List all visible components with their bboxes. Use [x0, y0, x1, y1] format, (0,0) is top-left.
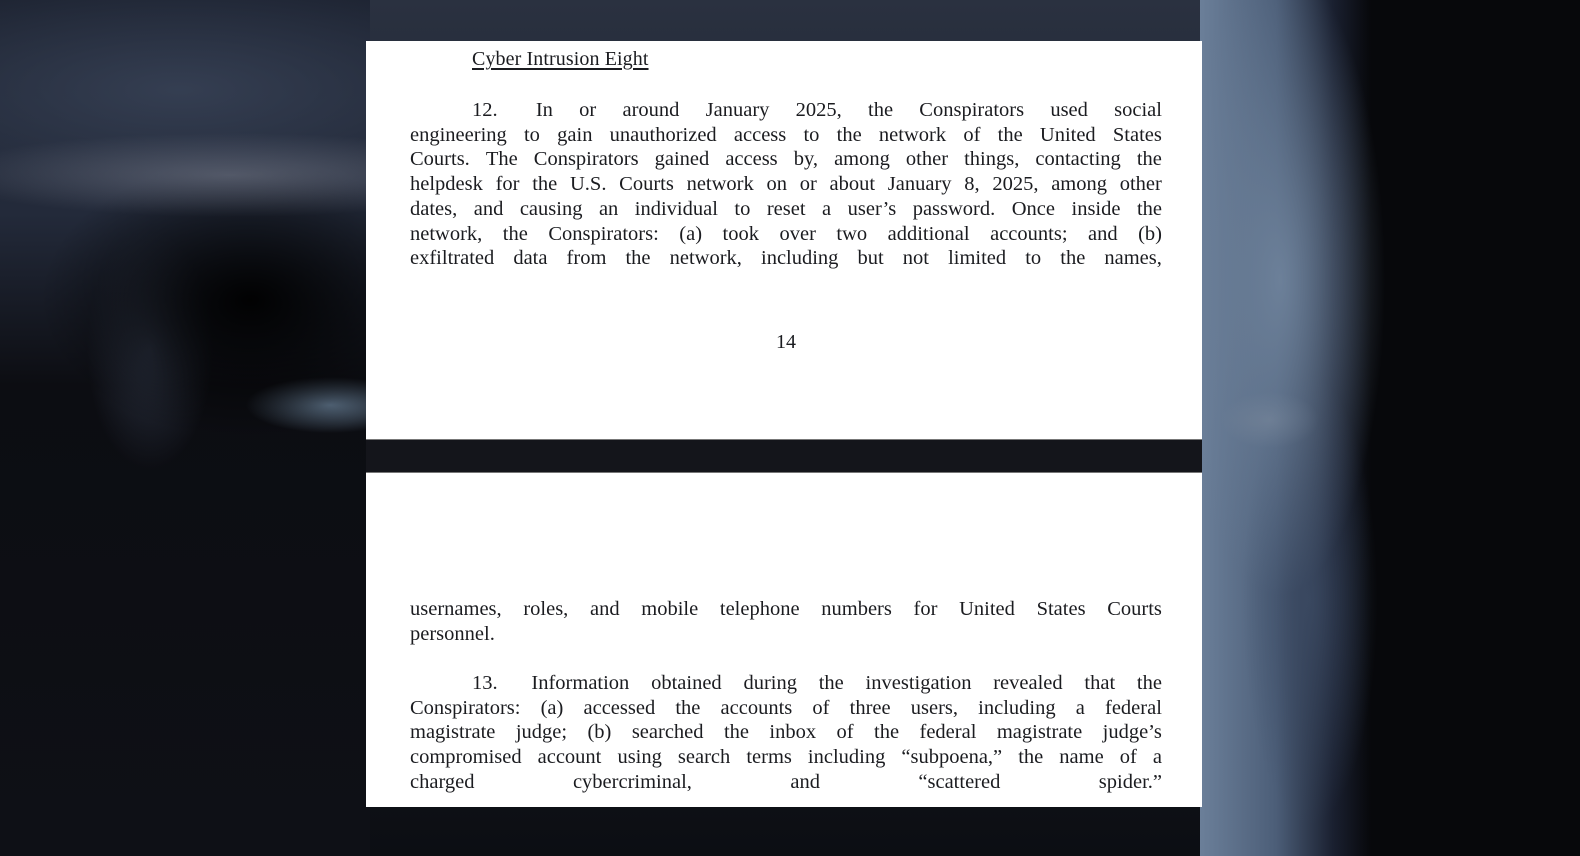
- page-number: 14: [776, 331, 796, 353]
- word: access: [725, 148, 778, 171]
- word: (b): [587, 721, 612, 744]
- paragraph-13: [410, 671, 1162, 795]
- word: used: [1050, 99, 1088, 121]
- word: terms: [746, 746, 792, 769]
- word: 2025,: [795, 99, 842, 121]
- word: mobile: [641, 598, 699, 620]
- word: additional: [887, 222, 970, 245]
- word: but: [857, 247, 884, 270]
- word: numbers: [821, 598, 892, 620]
- word: or: [579, 99, 597, 121]
- word: U.S.: [569, 173, 607, 196]
- document-page-14: [366, 41, 1202, 439]
- word: password.: [912, 197, 996, 220]
- word: network: [686, 173, 754, 196]
- word: searched: [631, 721, 704, 744]
- paragraph-line: [410, 597, 1162, 622]
- word: the: [997, 123, 1023, 146]
- word: inbox: [769, 721, 817, 744]
- word: usernames,: [410, 598, 502, 620]
- paragraph-line: [410, 172, 1162, 197]
- word: by,: [793, 148, 819, 171]
- word: Conspirators:: [410, 696, 521, 719]
- word: to: [523, 123, 540, 146]
- word: Courts: [1107, 598, 1162, 620]
- word: and: [1088, 222, 1118, 245]
- word: the: [836, 123, 862, 146]
- paragraph-line: [410, 222, 1162, 247]
- word: and: [473, 197, 504, 220]
- word: accessed: [583, 696, 656, 719]
- word: revealed: [993, 672, 1063, 694]
- word: on: [766, 173, 787, 196]
- word: dates,: [410, 197, 458, 220]
- word: exfiltrated: [410, 247, 495, 270]
- word: limited: [948, 247, 1007, 270]
- word: including: [807, 746, 886, 769]
- word: a: [822, 197, 832, 220]
- word: magistrate: [410, 721, 496, 744]
- word: other: [905, 148, 949, 171]
- word: search: [677, 746, 731, 769]
- word: gain: [557, 123, 593, 146]
- word: January: [887, 173, 952, 196]
- word: among: [1051, 173, 1107, 196]
- word: from: [566, 247, 607, 270]
- word: to: [1025, 247, 1042, 270]
- word: around: [622, 99, 680, 121]
- paragraph-line: personnel.: [410, 622, 495, 645]
- word: three: [849, 696, 891, 719]
- word: a: [1152, 746, 1162, 769]
- word: magistrate: [996, 721, 1083, 744]
- word: telephone: [719, 598, 800, 620]
- paragraph-line: [410, 720, 1162, 745]
- word: Conspirators:: [548, 222, 659, 245]
- word: Courts: [619, 173, 674, 196]
- word: obtained: [651, 672, 722, 694]
- word: The: [485, 148, 518, 171]
- word: access: [733, 123, 787, 146]
- word: Information: [531, 672, 630, 694]
- word: during: [743, 672, 797, 694]
- paragraph-line: [410, 98, 1162, 123]
- paragraph-12-continuation: [410, 597, 1162, 646]
- word: contacting: [1035, 148, 1121, 171]
- word: helpdesk: [410, 173, 483, 196]
- word: Courts.: [410, 148, 470, 171]
- word: Once: [1011, 197, 1056, 220]
- paragraph-number: 13.: [472, 672, 498, 694]
- paragraph-line: [410, 123, 1162, 148]
- word: (b): [1138, 222, 1162, 245]
- word: the: [723, 721, 749, 744]
- word: names,: [1104, 247, 1162, 270]
- word: Conspirators: [919, 99, 1025, 121]
- word: United: [1039, 123, 1096, 146]
- word: network,: [669, 247, 742, 270]
- paragraph-line: [410, 246, 1162, 271]
- word: users,: [910, 696, 959, 719]
- word: the: [868, 99, 894, 121]
- word: the: [1060, 247, 1086, 270]
- paragraph-line: charged cybercriminal, and “scattered spider.”: [410, 770, 1162, 793]
- word: social: [1114, 99, 1162, 121]
- word: things,: [964, 148, 1020, 171]
- paragraph-line: [410, 197, 1162, 222]
- word: accounts: [720, 696, 793, 719]
- page-separator: [366, 439, 1202, 473]
- word: federal: [1105, 696, 1162, 719]
- word: network: [878, 123, 947, 146]
- word: the: [502, 222, 528, 245]
- word: 8,: [964, 173, 980, 196]
- word: to: [734, 197, 751, 220]
- word: reset: [766, 197, 806, 220]
- word: account: [537, 746, 602, 769]
- word: a: [1075, 696, 1085, 719]
- word: roles,: [523, 598, 569, 620]
- paragraph-line: [410, 696, 1162, 721]
- word: unauthorized: [609, 123, 717, 146]
- word: 2025,: [992, 173, 1039, 196]
- word: or: [799, 173, 817, 196]
- word: of: [963, 123, 981, 146]
- paragraph-number: 12.: [472, 99, 498, 121]
- word: over: [779, 222, 816, 245]
- word: gained: [654, 148, 710, 171]
- word: the: [625, 247, 651, 270]
- word: In: [535, 99, 553, 121]
- word: causing: [519, 197, 583, 220]
- word: the: [874, 721, 900, 744]
- word: the: [1136, 672, 1162, 694]
- word: an: [598, 197, 619, 220]
- word: of: [836, 721, 854, 744]
- word: the: [818, 672, 844, 694]
- word: of: [1119, 746, 1137, 769]
- word: that: [1084, 672, 1116, 694]
- paragraph-12: [410, 98, 1162, 271]
- word: of: [812, 696, 830, 719]
- word: investigation: [865, 672, 972, 694]
- word: (a): [679, 222, 703, 245]
- word: January: [705, 99, 770, 121]
- word: name: [1059, 746, 1104, 769]
- word: not: [902, 247, 929, 270]
- word: engineering: [410, 123, 507, 146]
- word: other: [1119, 173, 1162, 196]
- word: network,: [410, 222, 483, 245]
- word: States: [1036, 598, 1086, 620]
- word: individual: [634, 197, 718, 220]
- paragraph-line: [410, 147, 1162, 172]
- word: for: [495, 173, 520, 196]
- word: using: [617, 746, 662, 769]
- section-heading: Cyber Intrusion Eight: [472, 48, 649, 70]
- document-page-15: [366, 473, 1202, 807]
- word: compromised: [410, 746, 522, 769]
- word: the: [1136, 197, 1162, 220]
- word: United: [959, 598, 1015, 620]
- word: accounts;: [990, 222, 1068, 245]
- word: (a): [540, 696, 564, 719]
- word: including: [978, 696, 1056, 719]
- word: Conspirators: [533, 148, 639, 171]
- word: user’s: [847, 197, 897, 220]
- word: took: [722, 222, 759, 245]
- word: States: [1112, 123, 1162, 146]
- word: among: [834, 148, 890, 171]
- word: two: [836, 222, 868, 245]
- word: for: [913, 598, 938, 620]
- word: data: [513, 247, 548, 270]
- word: the: [1018, 746, 1044, 769]
- word: “subpoena,”: [901, 746, 1003, 769]
- word: and: [589, 598, 620, 620]
- word: the: [675, 696, 701, 719]
- paragraph-line: [410, 745, 1162, 770]
- paragraph-line: [410, 671, 1162, 696]
- word: including: [761, 247, 839, 270]
- word: to: [803, 123, 820, 146]
- word: federal: [919, 721, 977, 744]
- word: the: [532, 173, 558, 196]
- word: inside: [1071, 197, 1121, 220]
- word: about: [829, 173, 876, 196]
- word: the: [1136, 148, 1162, 171]
- word: judge’s: [1102, 721, 1162, 744]
- word: judge;: [515, 721, 568, 744]
